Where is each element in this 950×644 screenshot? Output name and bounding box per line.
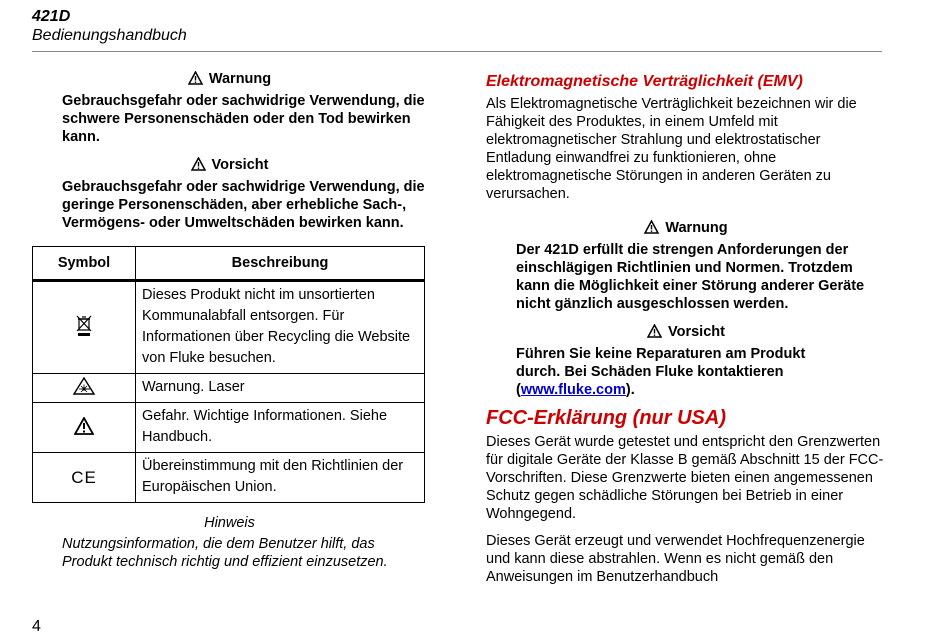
table-row — [33, 281, 425, 374]
caution-text: Gebrauchsgefahr oder sachwidrige Verwendung, die geringe Personenschäden, aber erhebliche Sach-, Vermögens- oder Umweltschäden bewirken kann. — [62, 179, 425, 231]
caution-text-before: Führen Sie keine Reparaturen am Produkt durch. Bei Schäden Fluke kontaktieren ( — [516, 346, 806, 398]
warning-triangle-icon — [644, 220, 659, 234]
warning-title: Warnung — [665, 220, 728, 236]
description-cell: Dieses Produkt nicht im unsortierten Kommunalabfall entsorgen. Für Informationen über Recycling die Website von Fluke besuchen. — [136, 281, 425, 374]
caution-text-after: ). — [625, 382, 635, 398]
warning-heading — [32, 70, 427, 88]
product-model: 421D — [32, 8, 71, 25]
warning-triangle-icon — [647, 324, 662, 338]
emv-heading: Elektromagnetische Verträglichkeit (EMV) — [486, 73, 803, 90]
note-heading: Hinweis — [204, 515, 255, 531]
header-divider — [32, 51, 882, 52]
emv-text: Als Elektromagnetische Verträglichkeit bezeichnen wir die Fähigkeit des Produktes, in einem Umfeld mit elektromagnetischer Strahlung und elektrostatischer Entladung einwandfrei zu funktionieren, ohne elektromagnetische Störungen in anderen Geräten zu verursachen. — [486, 96, 857, 202]
description-cell: Gefahr. Wichtige Informationen. Siehe Handbuch. — [136, 403, 425, 453]
warning-triangle-icon — [191, 157, 206, 171]
col-header-symbol: Symbol — [33, 247, 136, 281]
table-row — [33, 403, 425, 453]
danger-warning-icon — [74, 417, 94, 435]
symbol-cell — [33, 374, 136, 403]
laser-warning-icon — [73, 377, 95, 395]
description-cell: Warnung. Laser — [136, 374, 425, 403]
caution-title: Vorsicht — [211, 157, 269, 173]
weee-crossed-bin-icon — [76, 315, 92, 337]
col-header-description: Beschreibung — [136, 247, 425, 281]
ce-mark-icon: CE — [71, 467, 97, 487]
warning-title: Warnung — [208, 71, 272, 87]
manual-title: Bedienungshandbuch — [32, 27, 187, 44]
table-row — [33, 374, 425, 403]
right-column — [486, 72, 886, 586]
emv-warning-heading — [486, 219, 886, 237]
fcc-heading: FCC-Erklärung (nur USA) — [486, 407, 726, 429]
warning-text: Gebrauchsgefahr oder sachwidrige Verwendung, die schwere Personenschäden oder den Tod bewirken kann. — [62, 93, 425, 145]
caution-title: Vorsicht — [668, 324, 725, 340]
emv-warning-text: Der 421D erfüllt die strengen Anforderungen der einschlägigen Richtlinien und Normen. Trotzdem kann die Möglichkeit einer Störung anderer Geräte nicht gänzlich ausgeschlossen werden. — [516, 242, 865, 312]
symbol-cell — [33, 281, 136, 374]
symbol-cell — [33, 403, 136, 453]
table-row — [33, 453, 425, 503]
fcc-paragraph-1: Dieses Gerät wurde getestet und entspricht den Grenzwerten für digitale Geräte der Klasse B gemäß Abschnitt 15 der FCC-Vorschriften. Diese Grenzwerte bieten einen angemessenen Schutz gegen schädliche Störungen bei Betrieb in einer Wohngegend. — [486, 434, 884, 522]
table-header-row — [33, 247, 425, 281]
symbol-table — [32, 246, 425, 503]
fluke-website-link[interactable]: www.fluke.com — [520, 382, 626, 398]
caution-heading — [32, 156, 427, 174]
page-header — [32, 8, 187, 46]
fcc-paragraph-2: Dieses Gerät erzeugt und verwendet Hochfrequenzenergie und kann diese abstrahlen. Wenn es nicht gemäß den Anweisungen im Benutzerhandbuch — [486, 533, 865, 585]
emv-caution-text — [516, 345, 846, 399]
emv-caution-heading — [486, 323, 886, 341]
warning-triangle-icon — [188, 71, 203, 85]
description-cell: Übereinstimmung mit den Richtlinien der Europäischen Union. — [136, 453, 425, 503]
page-number: 4 — [32, 618, 41, 635]
left-column — [32, 70, 427, 571]
symbol-cell — [33, 453, 136, 503]
note-text: Nutzungsinformation, die dem Benutzer hilft, das Produkt technisch richtig und effizient einzusetzen. — [62, 536, 388, 570]
